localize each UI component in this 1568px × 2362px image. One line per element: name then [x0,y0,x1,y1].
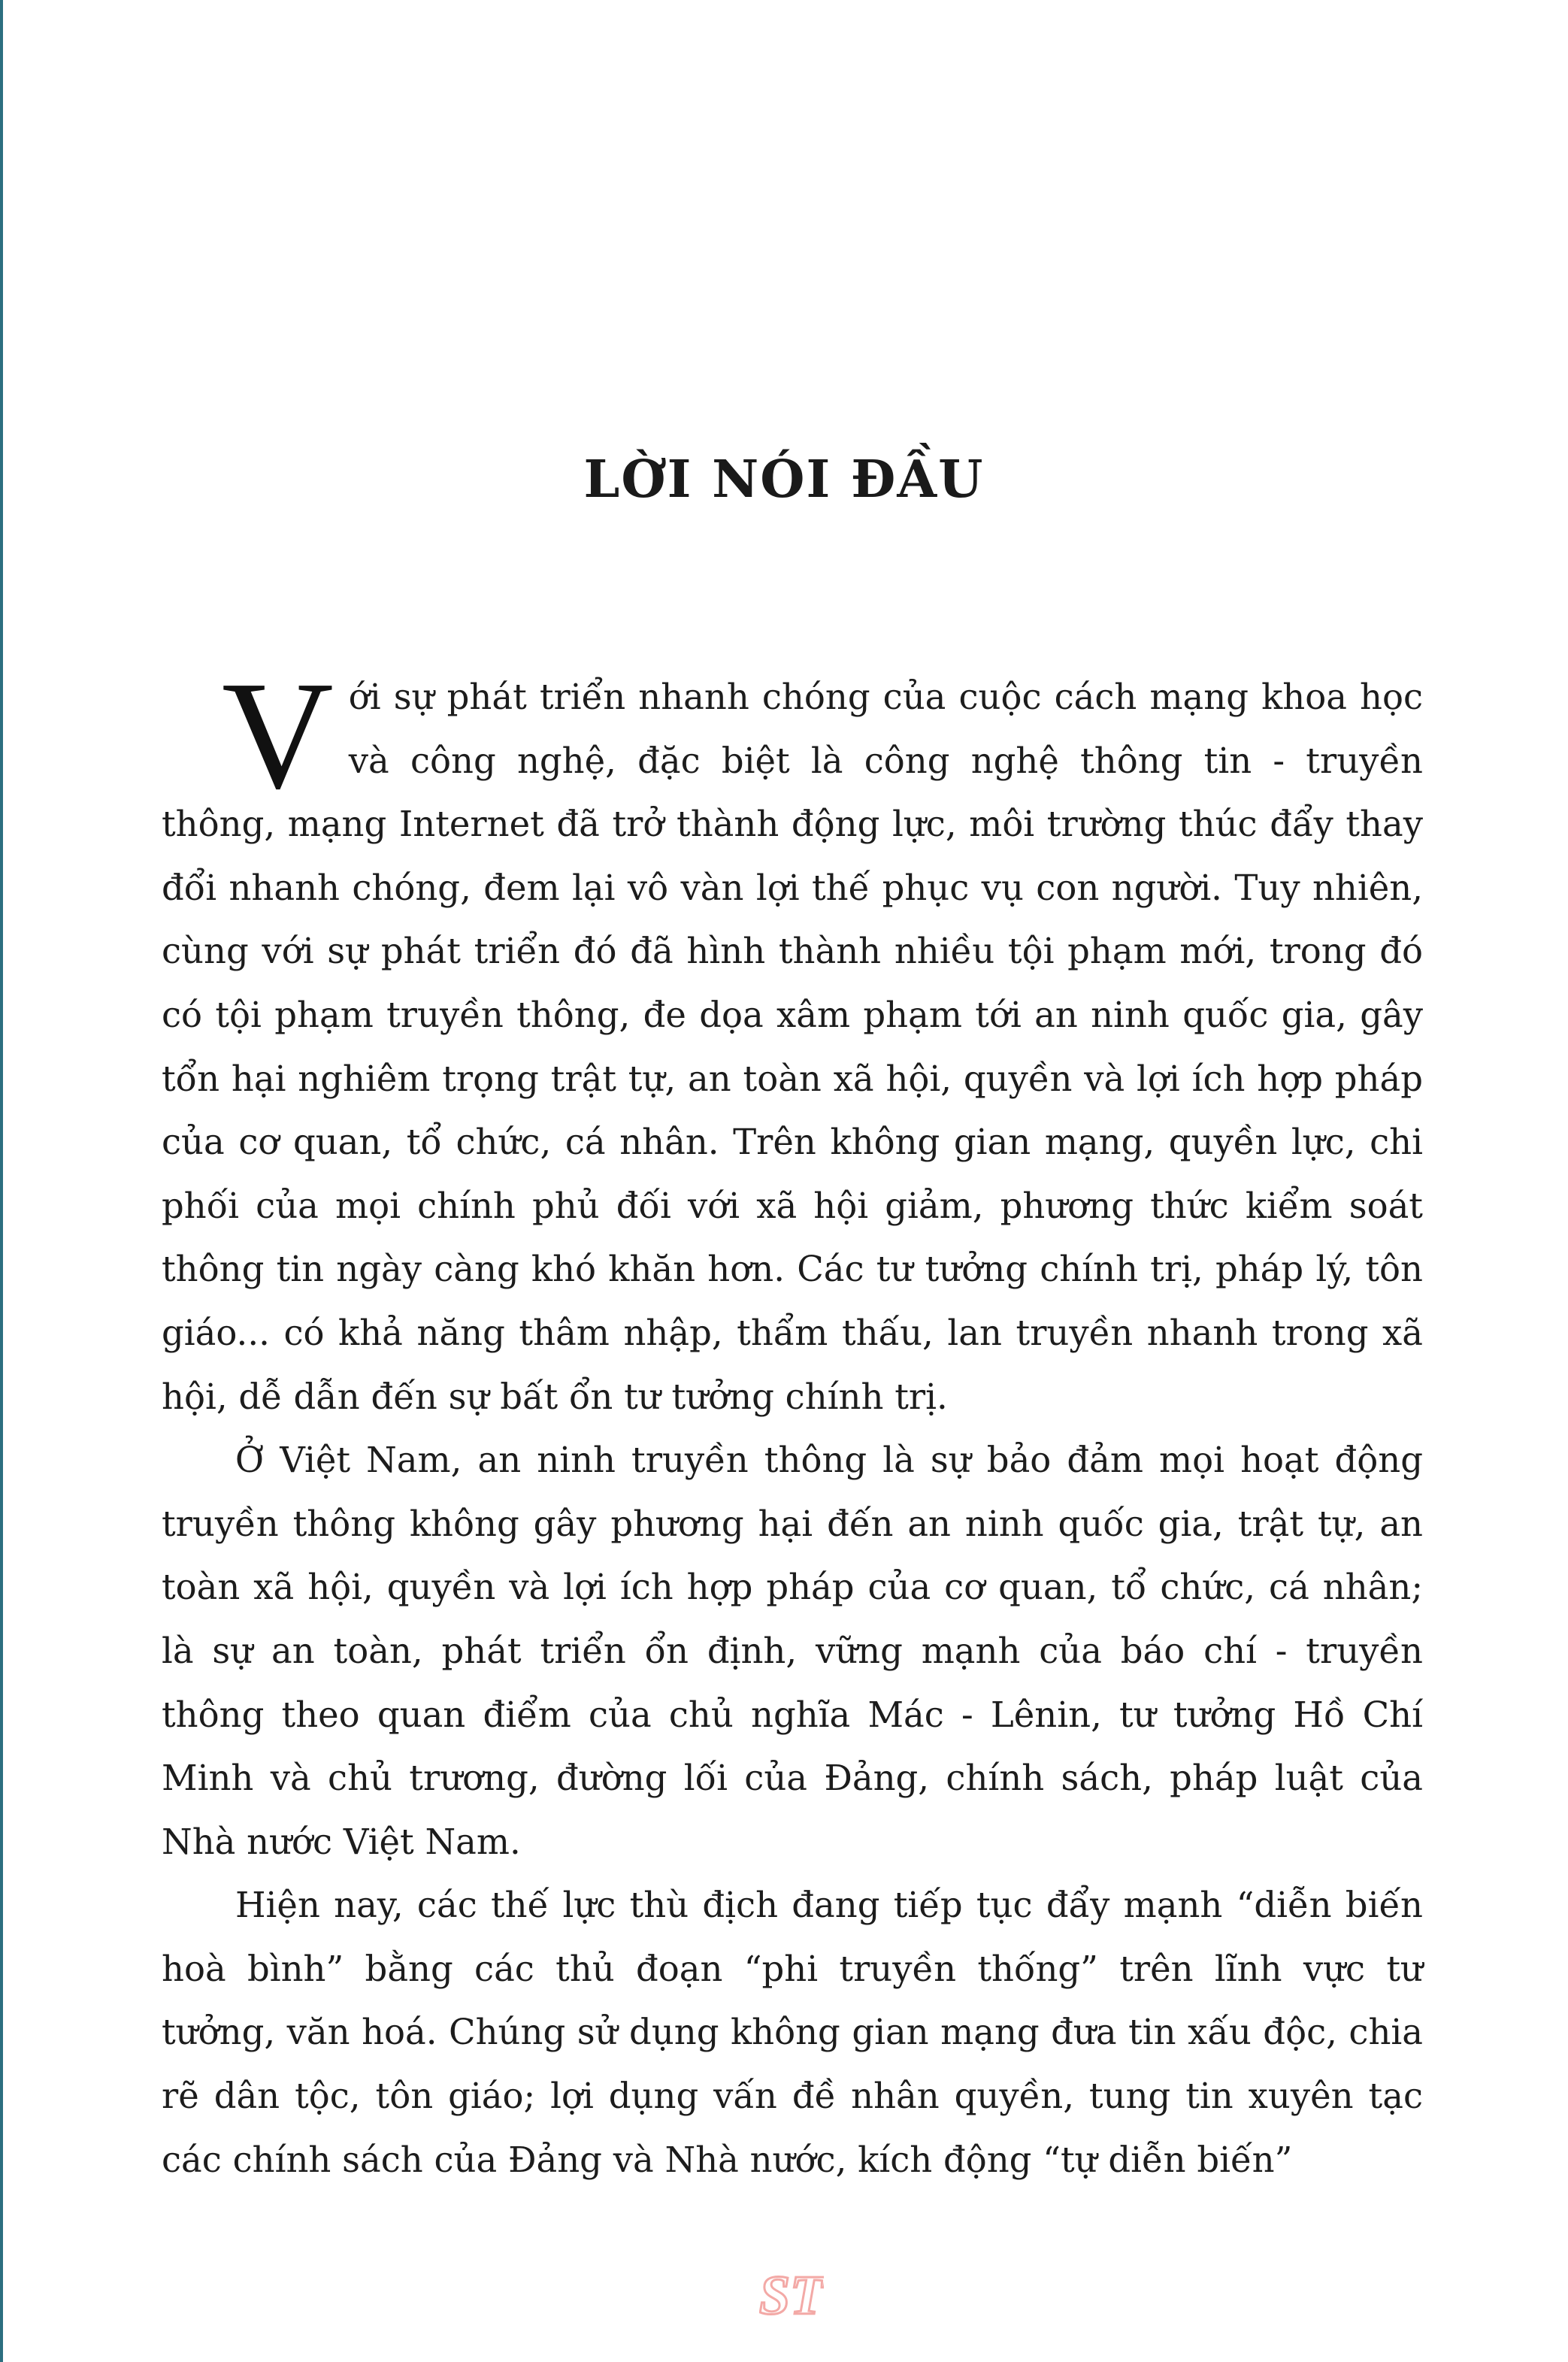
page-title: LỜI NÓI ĐẦU [583,450,985,510]
svg-text:ST: ST [759,2265,824,2324]
body-text [162,649,1423,2191]
publisher-logo-icon [759,2264,824,2324]
paragraph-1-text: ới sự phát triển nhanh chóng của cuộc cách mạng khoa học và công nghệ, đặc biệt là công nghệ thông tin - truyền thông, mạng Internet đã trở thành động lực, môi trường thúc đẩy thay đổi nhanh chóng, đem lại vô vàn lợi thế phục vụ con người. Tuy nhiên, cùng với sự phát triển đó đã hình thành nhiều tội phạm mới, trong đó có tội phạm truyền thông, đe dọa xâm phạm tới an ninh quốc gia, gây tổn hại nghiêm trọng trật tự, an toàn xã hội, quyền và lợi ích hợp pháp của cơ quan, tổ chức, cá nhân. Trên không gian mạng, quyền lực, chi phối của mọi chính phủ đối với xã hội giảm, phương thức kiểm soát thông tin ngày càng khó khăn hơn. Các tư tưởng chính trị, pháp lý, tôn giáo... có khả năng thâm nhập, thẩm thấu, lan truyền nhanh trong xã hội, dễ dẫn đến sự bất ổn tư tưởng chính trị. [162,677,1423,1417]
drop-cap: V [222,649,334,821]
paragraph-1 [162,649,1423,1428]
paragraph-3: Hiện nay, các thế lực thù địch đang tiếp tục đẩy mạnh “diễn biến hoà bình” bằng các thủ đoạn “phi truyền thống” trên lĩnh vực tư tưởng, văn hoá. Chúng sử dụng không gian mạng đưa tin xấu độc, chia rẽ dân tộc, tôn giáo; lợi dụng vấn đề nhân quyền, tung tin xuyên tạc các chính sách của Đảng và Nhà nước, kích động “tự diễn biến” [162,1885,1423,2180]
paragraph-2: Ở Việt Nam, an ninh truyền thông là sự bảo đảm mọi hoạt động truyền thông không gây phương hại đến an ninh quốc gia, trật tự, an toàn xã hội, quyền và lợi ích hợp pháp của cơ quan, tổ chức, cá nhân; là sự an toàn, phát triển ổn định, vững mạnh của báo chí - truyền thông theo quan điểm của chủ nghĩa Mác - Lênin, tư tưởng Hồ Chí Minh và chủ trương, đường lối của Đảng, chính sách, pháp luật của Nhà nước Việt Nam. [162,1440,1423,1862]
page-edge-border [0,0,3,2362]
